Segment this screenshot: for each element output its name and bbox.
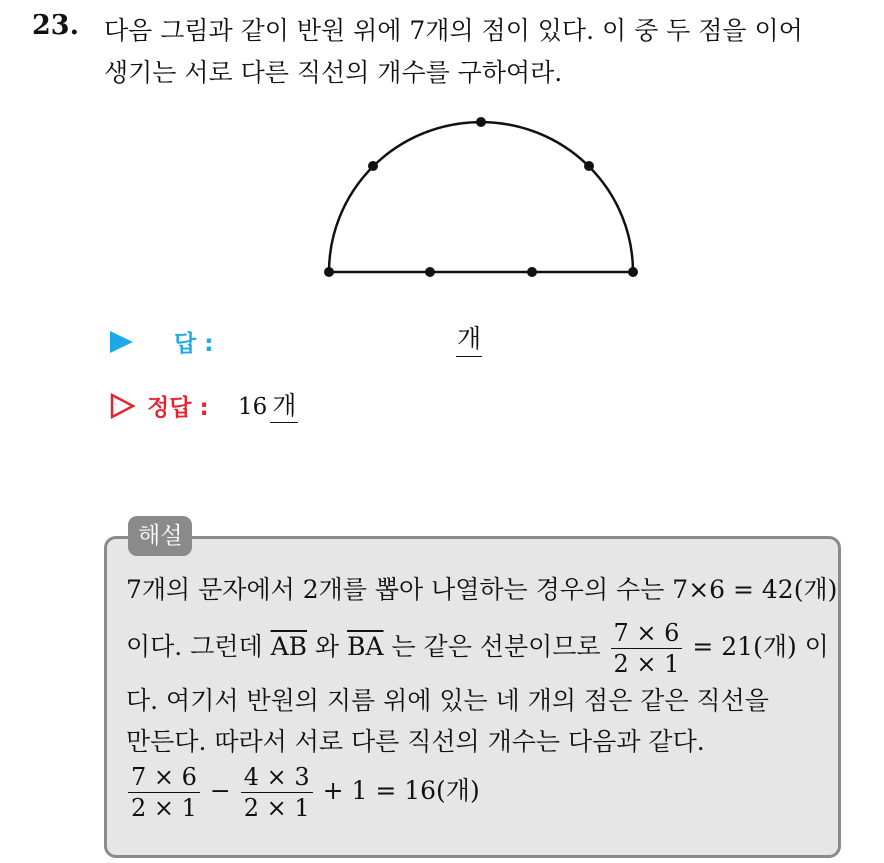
solution-tag: 해설 [128,516,192,556]
minus-sign: − [201,776,239,805]
semicircle-figure [0,0,884,320]
fraction-3 [241,762,313,823]
solution-line-2-c: 는 같은 선분이므로 [383,632,609,661]
fraction-1 [611,618,683,679]
solution-line-4: 만든다. 따라서 서로 다른 직선의 개수는 다음과 같다. [126,727,705,756]
fraction-1-numerator: 7 × 6 [611,618,683,649]
correct-answer-row [110,387,610,427]
point-diameter-left [324,267,334,277]
solution-line-2-b: 와 [307,632,348,661]
point-arc-right [584,161,594,171]
point-diameter-3 [527,267,537,277]
fraction-2 [128,762,200,823]
answer-label: 답 : [174,331,214,357]
outline-triangle-icon [110,393,136,419]
solution-line-1: 7개의 문자에서 2개를 뽑아 나열하는 경우의 수는 7×6 = 42(개) [126,575,838,604]
question-number: 23. [32,10,79,41]
question-line-1: 다음 그림과 같이 반원 위에 7개의 점이 있다. 이 중 두 점을 이어 [104,16,803,45]
fraction-2-denominator: 2 × 1 [131,794,197,822]
answer-row [110,324,610,360]
correct-value [238,391,298,422]
correct-number: 16 [238,394,268,420]
fraction-3-numerator: 4 × 3 [241,762,313,793]
fraction-1-denominator: 2 × 1 [613,650,680,678]
solution-line-3: 다. 여기서 반원의 지름 위에 있는 네 개의 점은 같은 직선을 [126,686,769,715]
solution-line-2-d: = 21(개) 이 [684,632,829,661]
semicircle-arc [329,122,633,272]
point-diameter-right [628,267,638,277]
point-arc-left [368,161,378,171]
answer-blank[interactable]: 개 [456,324,482,357]
point-arc-top [476,117,486,127]
solution-final-expression [126,762,480,823]
fraction-2-numerator: 7 × 6 [128,762,200,793]
correct-label: 정답 : [147,395,209,421]
play-triangle-icon [110,331,133,353]
solution-line-2 [126,618,829,679]
final-result: + 1 = 16(개) [314,776,480,805]
solution-line-2-a: 이다. 그런데 [126,632,271,661]
question-line-2: 생기는 서로 다른 직선의 개수를 구하여라. [104,58,563,87]
segment-ab: $\overline{AB}$ [270,632,308,661]
point-diameter-2 [425,267,435,277]
segment-ba: $\overline{BA}$ [347,632,384,661]
fraction-3-denominator: 2 × 1 [243,794,310,822]
correct-unit: 개 [270,391,298,423]
